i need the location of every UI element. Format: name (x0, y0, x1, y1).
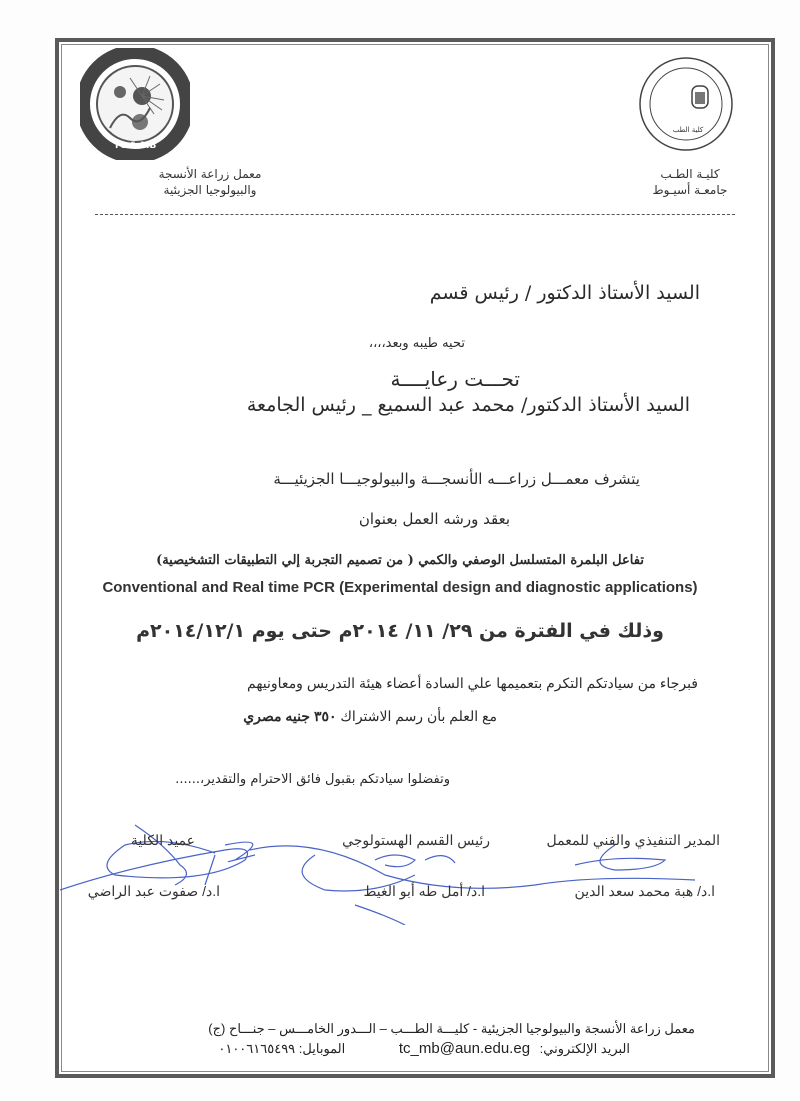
signatory-2-title: رئيس القسم الهستولوجي (342, 832, 490, 848)
lab-name (150, 166, 270, 198)
signatory-1-name: ا.د/ هبة محمد سعد الدين (574, 883, 715, 899)
workshop-title-arabic: تفاعل البلمرة المتسلسل الوصفي والكمي ( من تصميم التجربة إلي التطبيقات التشخيصية) (156, 553, 644, 568)
lab-name-line-1: معمل زراعة الأنسجة (158, 167, 262, 181)
svg-text:كلية الطب: كلية الطب (672, 126, 704, 134)
request-text: فبرجاء من سيادتكم التكرم بتعميمها علي السادة أعضاء هيئة التدريس ومعاونيهم (247, 675, 698, 691)
patron-name: السيد الأستاذ الدكتور/ محمد عبد السميع _ رئيس الجامعة (246, 394, 690, 416)
salutation: السيد الأستاذ الدكتور / رئيس قسم (429, 282, 700, 304)
host-statement: يتشرف معمـــل زراعـــه الأنسجـــة والبيولوجيـــا الجزيئيـــة (273, 470, 640, 488)
signatory-3-name: ا.د/ صفوت عبد الراضي (87, 883, 220, 899)
faculty-name (640, 166, 740, 198)
greeting: تحيه طيبه وبعد،،،، (368, 336, 465, 351)
faculty-name-line-1: كليـة الطـب (660, 167, 720, 181)
fee-label: مع العلم بأن رسم الاشتراك (340, 708, 497, 724)
email-label: البريد الإلكتروني: (539, 1041, 630, 1056)
faculty-seal (636, 52, 736, 162)
mobile-number: ٠١٠٠٦١٦٥٤٩٩ (218, 1041, 296, 1056)
lab-logo (80, 48, 190, 160)
email-link[interactable]: tc_mb@aun.edu.eg (398, 1040, 531, 1057)
footer-contact (218, 1040, 630, 1057)
svg-text:TC & MB: TC & MB (113, 141, 157, 151)
lab-name-line-2: والبيولوجيا الجزيئية (163, 183, 257, 197)
header-divider (95, 214, 735, 215)
footer-address: معمل زراعة الأنسجة والبيولوجيا الجزيئية - كليـــة الطـــب – الـــدور الخامـــس – جنـــاح (ج) (208, 1021, 695, 1036)
signatory-2-name: ا.د/ أمل طه أبو الغيط (363, 883, 485, 899)
workshop-title-english: Conventional and Real time PCR (Experimental design and diagnostic applications) (102, 579, 698, 596)
fee-amount: ٣٥٠ جنيه مصري (243, 708, 337, 724)
signatory-1-title: المدير التنفيذي والفني للمعمل (546, 832, 720, 848)
mobile-label: الموبايل: (298, 1041, 346, 1056)
closing: وتفضلوا سيادتكم بقبول فائق الاحترام والتقدير،...... (175, 772, 450, 787)
signatory-3-title: عميد الكلية (130, 832, 195, 848)
workshop-period: وذلك في الفترة من ٢٩/ ١١/ ٢٠١٤م حتى يوم ٢٠١٤/١٢/١م (136, 620, 664, 642)
faculty-name-line-2: جامعـة أسيـوط (652, 183, 728, 197)
fee-statement (243, 708, 497, 725)
workshop-intro: بعقد ورشه العمل بعنوان (358, 510, 510, 528)
patron-title: تحـــت رعايــــة (390, 367, 520, 391)
